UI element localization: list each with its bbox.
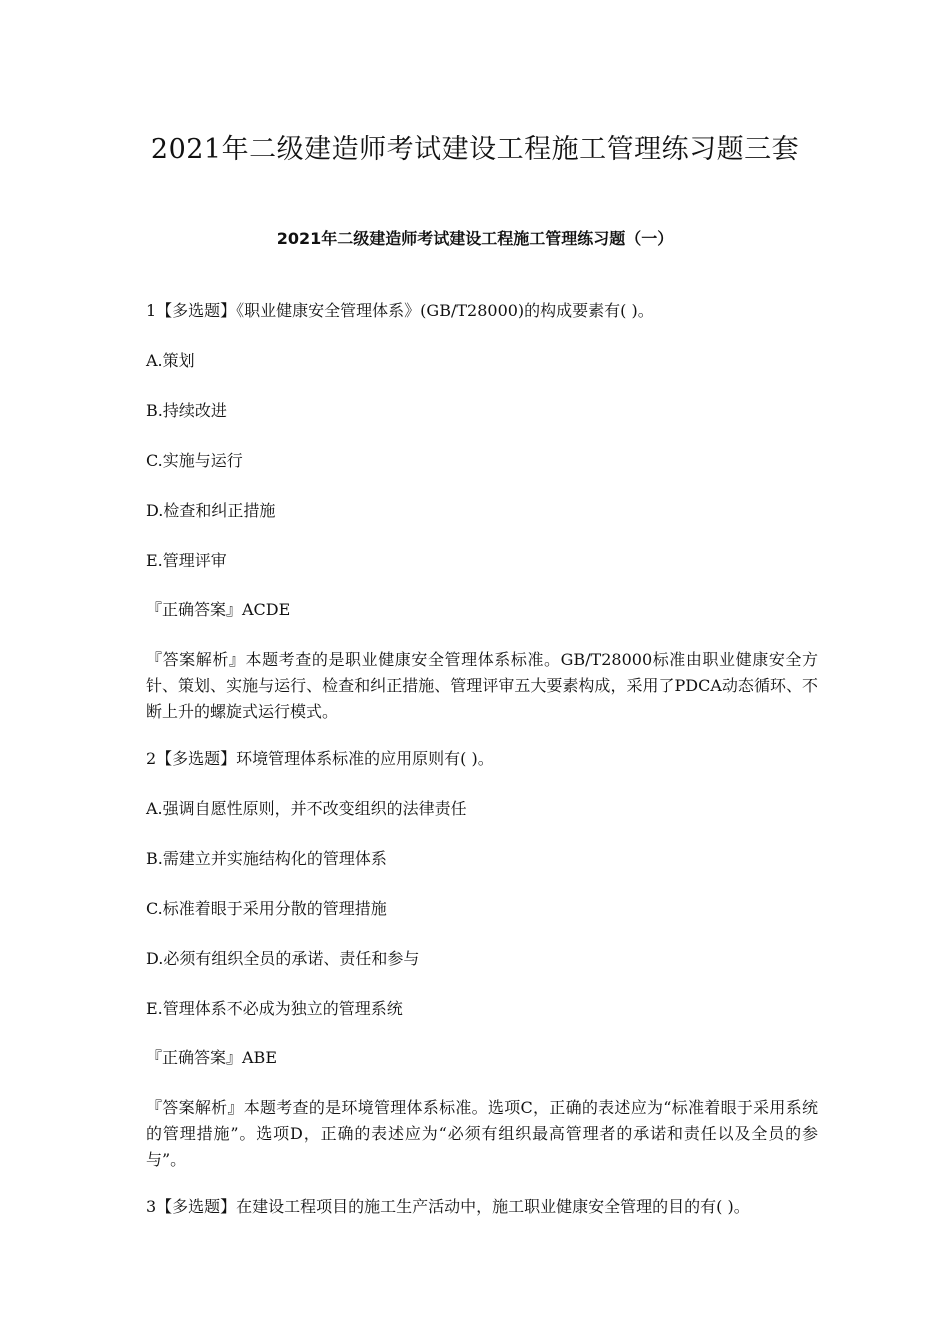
question-1-stem: 1【多选题】《职业健康安全管理体系》(GB/T28000)的构成要素有( )。: [146, 301, 654, 320]
question-2-option-d: D.必须有组织全员的承诺、责任和参与: [146, 949, 420, 968]
question-3-stem: 3【多选题】在建设工程项目的施工生产活动中，施工职业健康安全管理的目的有( )。: [146, 1197, 750, 1216]
question-1-option-e: E.管理评审: [146, 551, 227, 570]
question-2-option-b: B.需建立并实施结构化的管理体系: [146, 849, 387, 868]
question-2-option-c: C.标准着眼于采用分散的管理措施: [146, 899, 387, 918]
question-1-option-a: A.策划: [146, 351, 195, 370]
question-1-option-d: D.检查和纠正措施: [146, 501, 276, 520]
question-1-option-b: B.持续改进: [146, 401, 227, 420]
question-1-answer: 『正确答案』ACDE: [146, 600, 291, 619]
question-2-answer: 『正确答案』ABE: [146, 1048, 277, 1067]
question-1-analysis: 『答案解析』本题考查的是职业健康安全管理体系标准。GB/T28000标准由职业健康安全方针、策划、实施与运行、检查和纠正措施、管理评审五大要素构成，采用了PDCA动态循环、不断上升的螺旋式运行模式。: [146, 650, 818, 721]
question-2-analysis: 『答案解析』本题考查的是环境管理体系标准。选项C，正确的表述应为“标准着眼于采用系统的管理措施”。选项D，正确的表述应为“必须有组织最高管理者的承诺和责任以及全员的参与”。: [146, 1098, 818, 1169]
question-2-option-e: E.管理体系不必成为独立的管理系统: [146, 999, 403, 1018]
question-2-option-a: A.强调自愿性原则，并不改变组织的法律责任: [146, 799, 467, 818]
section-title: 2021年二级建造师考试建设工程施工管理练习题（一）: [276, 229, 674, 248]
document-title: 2021年二级建造师考试建设工程施工管理练习题三套: [150, 134, 800, 165]
question-2-stem: 2【多选题】环境管理体系标准的应用原则有( )。: [146, 749, 494, 768]
question-1-option-c: C.实施与运行: [146, 451, 243, 470]
